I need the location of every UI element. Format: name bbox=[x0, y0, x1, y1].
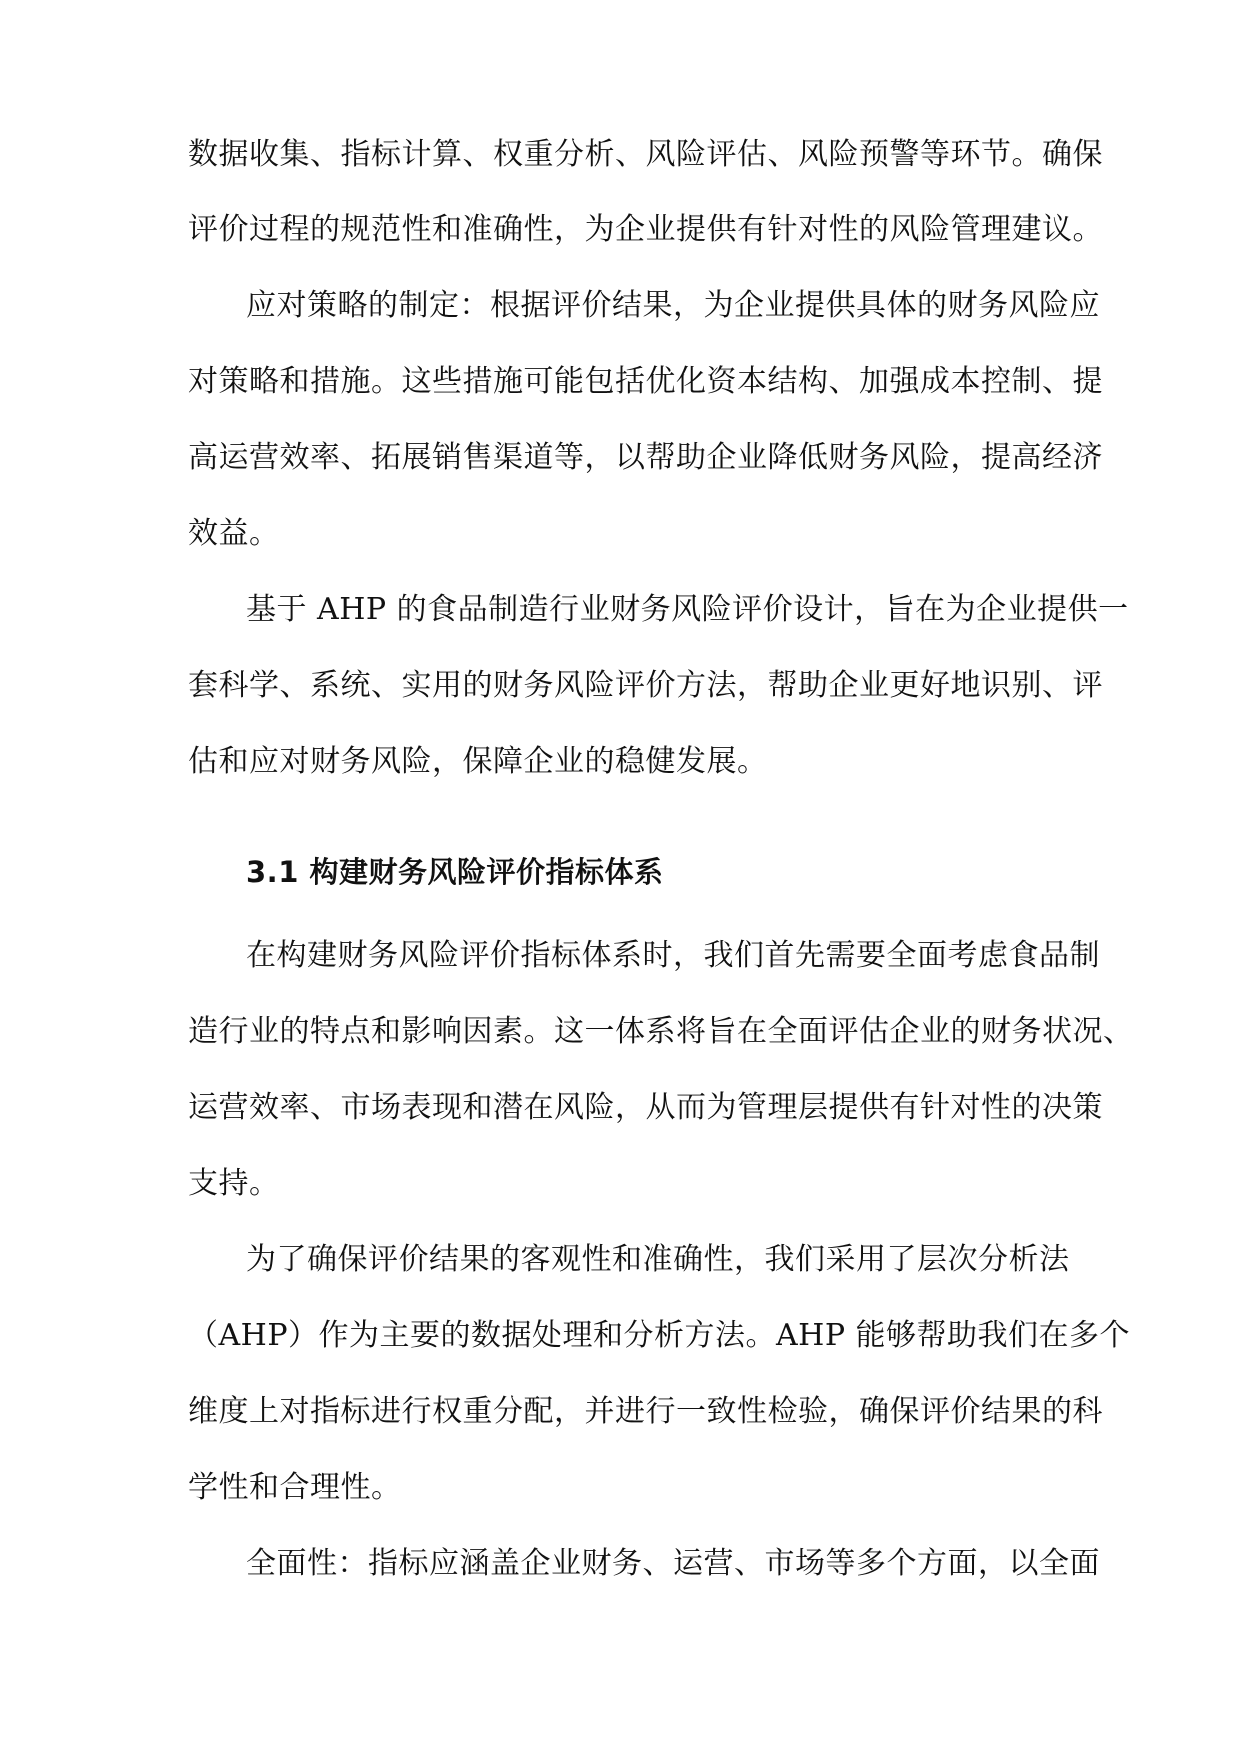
paragraph-line: 数据收集、指标计算、权重分析、风险评估、风险预警等环节。确保 bbox=[188, 137, 1103, 172]
paragraph-line: 基于 AHP 的食品制造行业财务风险评价设计，旨在为企业提供一 bbox=[246, 592, 1129, 627]
paragraph-line: 效益。 bbox=[188, 516, 280, 551]
paragraph-line: 运营效率、市场表现和潜在风险，从而为管理层提供有针对性的决策 bbox=[188, 1090, 1103, 1125]
paragraph-line: 维度上对指标进行权重分配，并进行一致性检验，确保评价结果的科 bbox=[188, 1394, 1103, 1429]
paragraph-line: 应对策略的制定：根据评价结果，为企业提供具体的财务风险应 bbox=[246, 288, 1100, 323]
paragraph-line: 在构建财务风险评价指标体系时，我们首先需要全面考虑食品制 bbox=[246, 938, 1100, 973]
paragraph-line: 对策略和措施。这些措施可能包括优化资本结构、加强成本控制、提 bbox=[188, 364, 1103, 399]
paragraph-line: 学性和合理性。 bbox=[188, 1470, 402, 1505]
paragraph-line: 高运营效率、拓展销售渠道等，以帮助企业降低财务风险，提高经济 bbox=[188, 440, 1103, 475]
paragraph-line: 评价过程的规范性和准确性，为企业提供有针对性的风险管理建议。 bbox=[188, 212, 1103, 247]
paragraph-line: 造行业的特点和影响因素。这一体系将旨在全面评估企业的财务状况、 bbox=[188, 1014, 1134, 1049]
paragraph-line: 为了确保评价结果的客观性和准确性，我们采用了层次分析法 bbox=[246, 1242, 1070, 1277]
paragraph-line: （AHP）作为主要的数据处理和分析方法。AHP 能够帮助我们在多个 bbox=[188, 1318, 1131, 1353]
paragraph-line: 支持。 bbox=[188, 1166, 280, 1201]
section-heading: 3.1 构建财务风险评价指标体系 bbox=[246, 855, 664, 889]
paragraph-line: 全面性：指标应涵盖企业财务、运营、市场等多个方面，以全面 bbox=[246, 1546, 1100, 1581]
paragraph-line: 估和应对财务风险，保障企业的稳健发展。 bbox=[188, 744, 768, 779]
paragraph-line: 套科学、系统、实用的财务风险评价方法，帮助企业更好地识别、评 bbox=[188, 668, 1103, 703]
